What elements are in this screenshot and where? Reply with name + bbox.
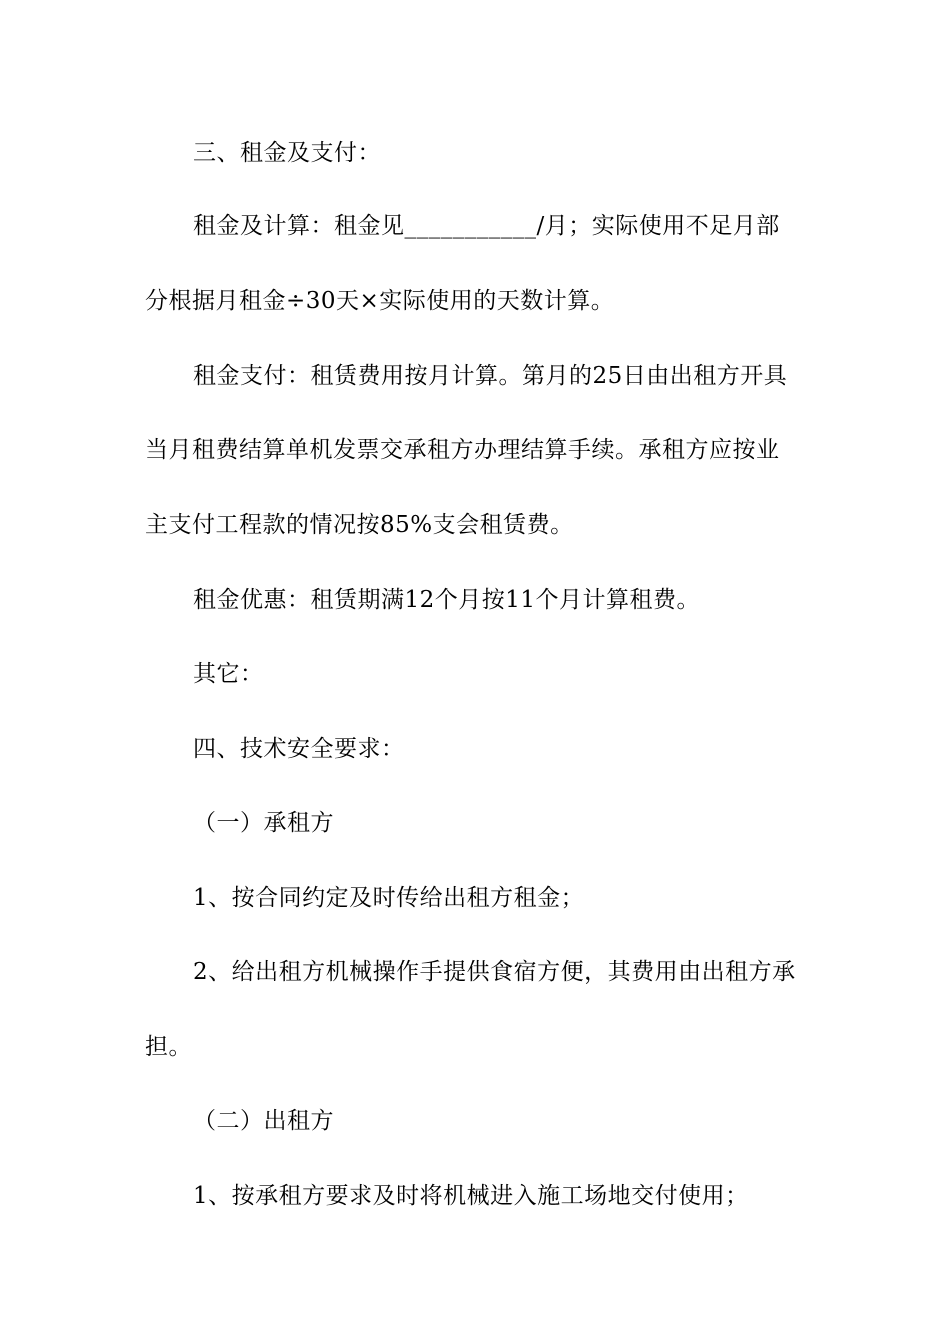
section-heading-rent-payment: 三、租金及支付：	[193, 140, 381, 166]
subsection-heading-lessee: （一）承租方	[193, 810, 334, 836]
list-item-lessee-2: 2、给出租方机械操作手提供食宿方便，其费用由出租方承	[193, 959, 796, 985]
paragraph-line-rent-calculation-cont: 分根据月租金÷30天×实际使用的天数计算。	[145, 288, 615, 314]
paragraph-line-rent-calculation: 租金及计算：租金见___________/月；实际使用不足月部	[193, 213, 780, 239]
section-heading-safety: 四、技术安全要求：	[193, 736, 405, 762]
paragraph-line-other: 其它：	[193, 661, 264, 687]
list-item-lessor-1: 1、按承租方要求及时将机械进入施工场地交付使用；	[193, 1183, 749, 1209]
list-item-lessee-2-cont: 担。	[145, 1034, 192, 1060]
list-item-lessee-1: 1、按合同约定及时传给出租方租金；	[193, 885, 585, 911]
paragraph-line-rent-payment-cont-1: 当月租费结算单机发票交承租方办理结算手续。承租方应按业	[145, 437, 780, 463]
subsection-heading-lessor: （二）出租方	[193, 1108, 334, 1134]
paragraph-line-rent-payment: 租金支付：租赁费用按月计算。第月的25日由出租方开具	[193, 363, 788, 389]
paragraph-line-rent-discount: 租金优惠：租赁期满12个月按11个月计算租费。	[193, 587, 701, 613]
paragraph-line-rent-payment-cont-2: 主支付工程款的情况按85%支会租赁费。	[145, 512, 574, 538]
